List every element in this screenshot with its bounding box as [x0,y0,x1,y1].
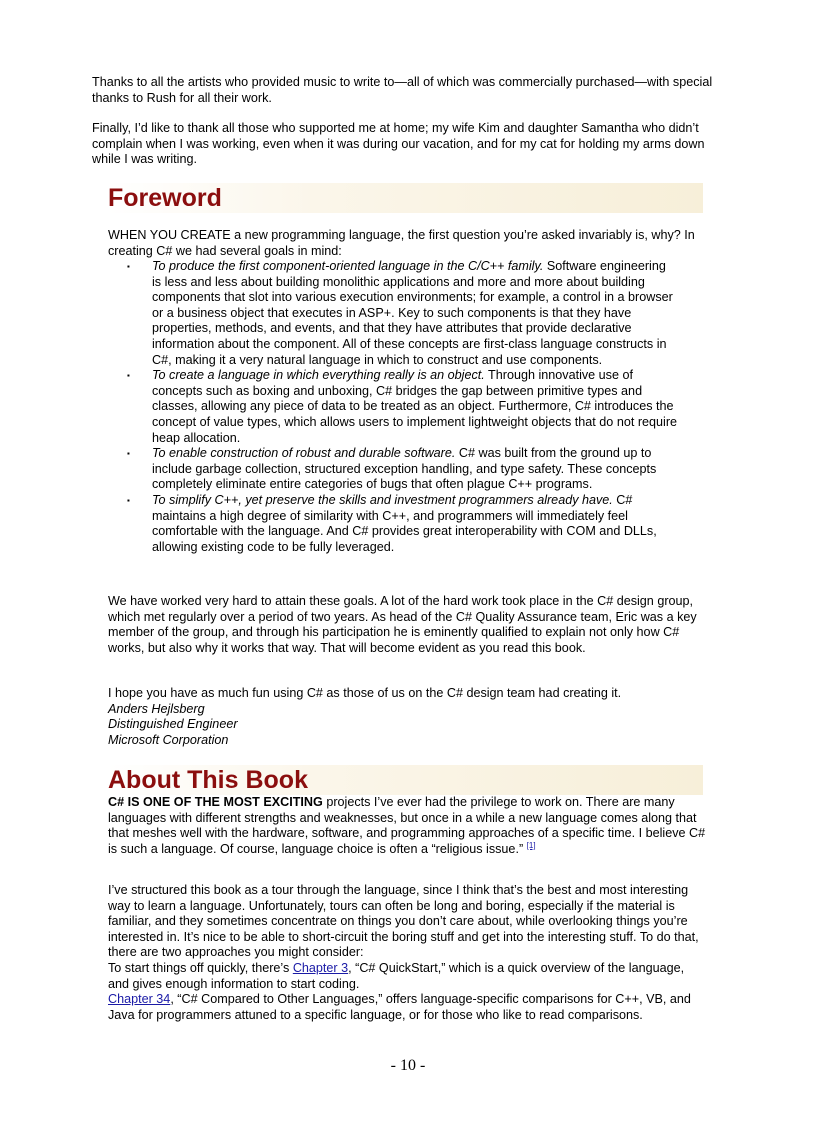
acknowledgment-paragraph-music: Thanks to all the artists who provided music to write to—all of which was commercially purchased—with special thanks to Rush for all their work. [92,75,713,105]
square-bullet-icon: ▪ [127,262,130,271]
comparisons-post: , “C# Compared to Other Languages,” offers language-specific comparisons for C++, VB, and Java for programmers attuned to a specific language, or for those who like to read comparisons. [108,992,691,1022]
about-intro-body: projects I’ve ever had the privilege to work on. There are many languages with different strengths and weaknesses, but once in a while a new language comes along that that meshes well with the hardware, software, and programming approaches of a specific time. I believe C# is such a language. Of course, language choice is often a “religious issue.” [108,795,706,856]
quickstart-post: , “C# QuickStart,” which is a quick overview of the language, and gives enough information to start coding. [108,960,685,991]
about-paragraph-tour: I’ve structured this book as a tour through the language, since I think that’s the best and most interesting way to learn a language. Unfortunately, tours can often be long and boring, especially if the material is familiar, and they sometimes concentrate on things you don’t care about, while overlooking things you’re interested in. It’s nice to be able to short-circuit the boring stuff and get into the interesting stuff. To do that, there are two approaches you might consider: [108,883,699,960]
square-bullet-icon: ▪ [127,449,130,459]
signature-name: Anders Hejlsberg [108,701,205,716]
signature-company: Microsoft Corporation [108,732,229,747]
chapter-34-link[interactable]: Chapter 34 [108,992,171,1007]
list-item [108,493,678,555]
foreword-goals-list [108,259,678,555]
signature-title: Distinguished Engineer [108,717,238,732]
footnote-link[interactable]: [1] [526,840,536,850]
goal-lead: To simplify C++, yet preserve the skills and investment programmers already have. [152,492,613,507]
about-paragraph-intro [108,795,708,857]
chapter-3-link[interactable]: Chapter 3 [292,960,349,975]
goal-body: C# maintains a high degree of similarity with C++, and programmers will immediately feel comfortable with the language. And C# provides great interoperability with COM and DLLs, allowing existing code to be fully leveraged. [152,492,657,554]
goal-lead: To produce the first component-oriented language in the C/C++ family. [152,259,544,273]
page-number: - 10 - [390,1057,426,1074]
foreword-closing [108,686,708,748]
list-item [108,446,678,493]
goal-body: Through innovative use of concepts such as boxing and unboxing, C# bridges the gap between primitive types and classes, allowing any piece of data to be treated as an object. Furthermore, C# introduces the concept of value types, which allows users to implement lightweight objects that do not require heap allocation. [152,368,678,445]
foreword-intro: WHEN YOU CREATE a new programming language, the first question you’re asked invariably is, why? In creating C# we had several goals in mind: [108,228,695,258]
goal-lead: To enable construction of robust and durable software. [152,446,456,461]
square-bullet-icon: ▪ [127,495,130,505]
goal-body: Software engineering is less and less about building monolithic applications and more and more about building components that slot into various execution environments; for example, a control in a browser or a business object that executes in ASP+. Key to such components is that they have properties, methods, and events, and that they have attributes that provide declarative information about the component. All of these concepts are first-class language constructs in C#, making it a very natural language in which to construct and use components. [152,259,673,367]
goal-lead: To create a language in which everything really is an object. [152,368,485,383]
about-paragraphs [108,883,708,1023]
about-heading: About This Book [108,766,308,794]
about-lead-in: C# IS ONE OF THE MOST EXCITING [108,795,323,809]
about-paragraph-quickstart [108,961,708,992]
acknowledgment-paragraph-family: Finally, I’d like to thank all those who supported me at home; my wife Kim and daughter Samantha who didn’t complain when I was working, even when it was during our vacation, and for my cat for holding my arms down while I was writing. [92,121,705,167]
quickstart-pre: To start things off quickly, there’s [108,960,293,975]
list-item [108,368,678,446]
goal-body: C# was built from the ground up to include garbage collection, structured exception handling, and type safety. These concepts completely eliminate entire categories of bugs that often plague C++ programs. [152,446,657,492]
foreword-closing-line: I hope you have as much fun using C# as those of us on the C# design team had creating it. [108,686,622,700]
foreword-heading: Foreword [108,184,222,212]
about-paragraph-comparisons [108,992,708,1023]
foreword-paragraph-design-group: We have worked very hard to attain these goals. A lot of the hard work took place in the C# design group, which met regularly over a period of two years. As head of the C# Quality Assurance team, Eric was a key member of the group, and through his participation he is eminently qualified to explain not only how C# works, but also why it works that way. That will become evident as you read this book. [108,594,697,655]
list-item [108,259,678,368]
square-bullet-icon: ▪ [127,371,130,381]
